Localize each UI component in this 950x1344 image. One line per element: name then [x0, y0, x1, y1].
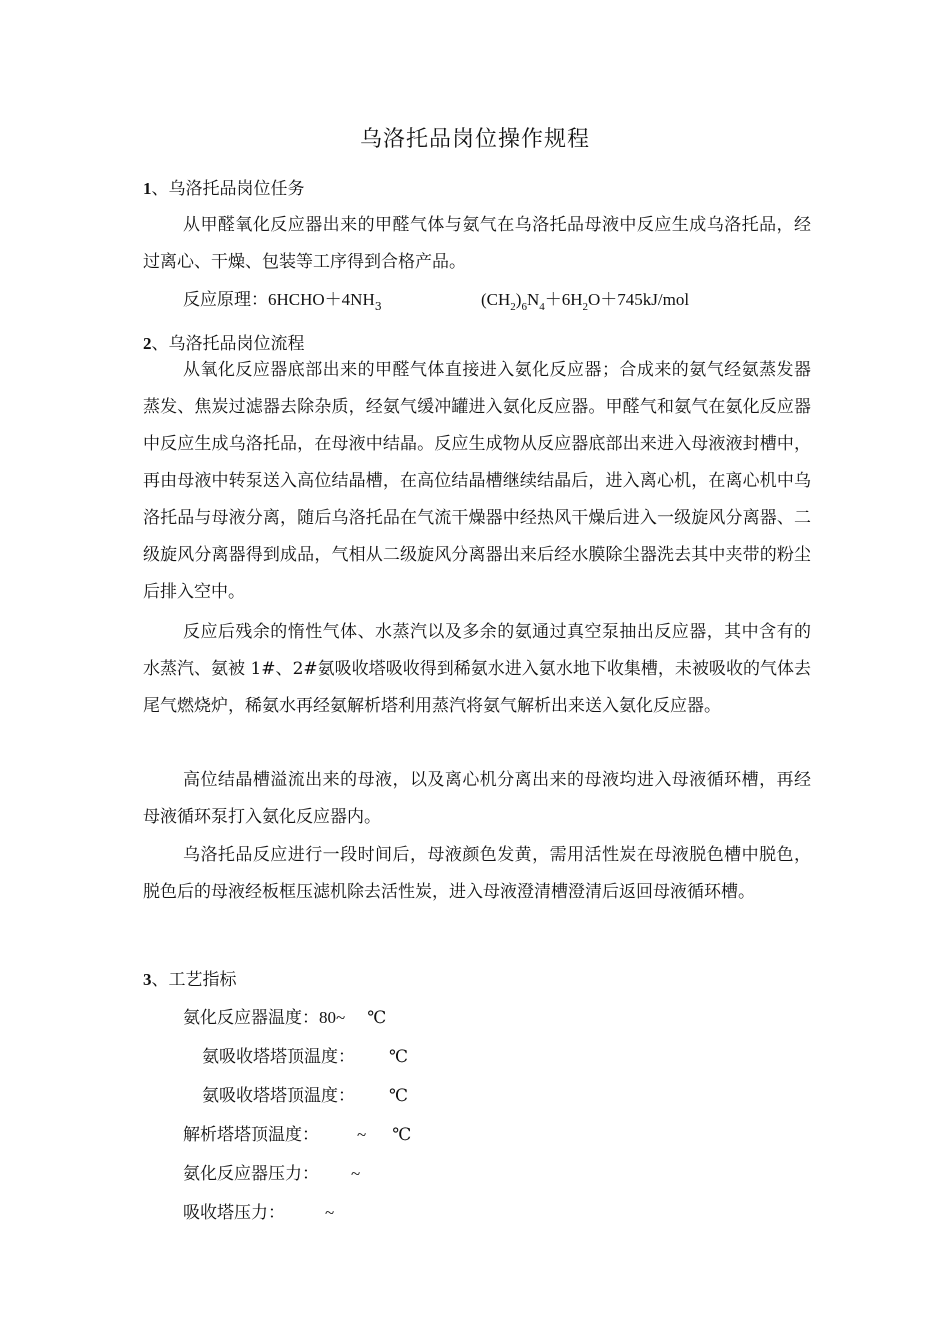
section-number: 3 — [143, 970, 152, 989]
formula-part: O＋745kJ/mol — [588, 290, 690, 309]
formula-rhs — [481, 285, 690, 313]
section-heading-text: 、乌洛托品岗位流程 — [151, 334, 305, 354]
formula-part: ) — [515, 290, 522, 309]
spec-row — [183, 1120, 411, 1145]
paragraph: 乌洛托品反应进行一段时间后，母液颜色发黄，需用活性炭在母液脱色槽中脱色，脱色后的母液经板框压滤机除去活性炭，进入母液澄清槽澄清后返回母液循环槽。 — [143, 845, 811, 902]
spec-unit: ℃ — [392, 1125, 412, 1145]
formula-lhs: 6HCHO＋4NH — [268, 290, 375, 309]
spec-value: ~ — [357, 1125, 367, 1144]
spec-row — [183, 1198, 334, 1223]
spec-label: 氨化反应器压力： — [183, 1164, 319, 1184]
spec-row — [183, 1159, 360, 1184]
formula-part: ＋6H — [544, 290, 583, 309]
paragraph: 反应后残余的惰性气体、水蒸汽以及多余的氨通过真空泵抽出反应器，其中含有的水蒸汽、氨被 1#、2#氨吸收塔吸收得到稀氨水进入氨水地下收集槽，未被吸收的气体去尾气燃烧炉，稀氨水再经氨解析塔利用蒸汽将氨气解析出来送入氨化反应器。 — [143, 622, 811, 716]
section-heading-text: 、工艺指标 — [151, 970, 237, 990]
section-heading-text: 、乌洛托品岗位任务 — [151, 179, 305, 199]
reaction-formula — [183, 285, 690, 313]
spec-row — [183, 1003, 386, 1028]
formula-subscript: 6 — [521, 301, 527, 313]
formula-part: N — [526, 290, 540, 309]
document-title: 乌洛托品岗位操作规程 — [359, 127, 590, 152]
spec-label: 解析塔塔顶温度： — [183, 1125, 319, 1145]
spec-label: 吸收塔压力： — [183, 1203, 285, 1223]
spec-unit: ℃ — [389, 1086, 409, 1106]
spec-unit: ℃ — [389, 1047, 409, 1067]
section-heading-2 — [143, 329, 305, 354]
formula-subscript: 2 — [582, 301, 589, 313]
spec-label: 氨化反应器温度： — [183, 1008, 319, 1028]
section-heading-1 — [143, 174, 305, 199]
formula-subscript: 2 — [510, 301, 516, 313]
spec-value: ~ — [351, 1164, 361, 1183]
spec-label: 氨吸收塔塔顶温度： — [202, 1047, 355, 1067]
formula-part: (CH — [481, 290, 511, 309]
spec-value: 80~ — [319, 1008, 346, 1027]
formula-subscript: 4 — [539, 301, 545, 313]
section-heading-3 — [143, 965, 237, 990]
spec-unit: ℃ — [367, 1008, 387, 1028]
section-number: 1 — [143, 179, 152, 198]
section-number: 2 — [143, 334, 152, 353]
paragraph: 高位结晶槽溢流出来的母液，以及离心机分离出来的母液均进入母液循环槽，再经母液循环泵打入氨化反应器内。 — [143, 770, 811, 827]
spec-value: ~ — [325, 1203, 335, 1222]
formula-label: 反应原理： — [183, 290, 268, 310]
spec-label: 氨吸收塔塔顶温度： — [202, 1086, 355, 1106]
spec-row — [202, 1042, 408, 1067]
spec-row — [202, 1081, 408, 1106]
formula-subscript: 3 — [374, 300, 382, 313]
paragraph: 从氧化反应器底部出来的甲醛气体直接进入氨化反应器；合成来的氨气经氨蒸发器蒸发、焦炭过滤器去除杂质，经氨气缓冲罐进入氨化反应器。甲醛气和氨气在氨化反应器中反应生成乌洛托品，在母液中结晶。反应生成物从反应器底部出来进入母液液封槽中，再由母液中转泵送入高位结晶槽，在高位结晶槽继续结晶后，进入离心机，在离心机中乌洛托品与母液分离，随后乌洛托品在气流干燥器中经热风干燥后进入一级旋风分离器、二级旋风分离器得到成品，气相从二级旋风分离器出来后经水膜除尘器洗去其中夹带的粉尘后排入空中。 — [143, 360, 811, 602]
paragraph: 从甲醛氧化反应器出来的甲醛气体与氨气在乌洛托品母液中反应生成乌洛托品，经过离心、干燥、包装等工序得到合格产品。 — [143, 215, 811, 272]
